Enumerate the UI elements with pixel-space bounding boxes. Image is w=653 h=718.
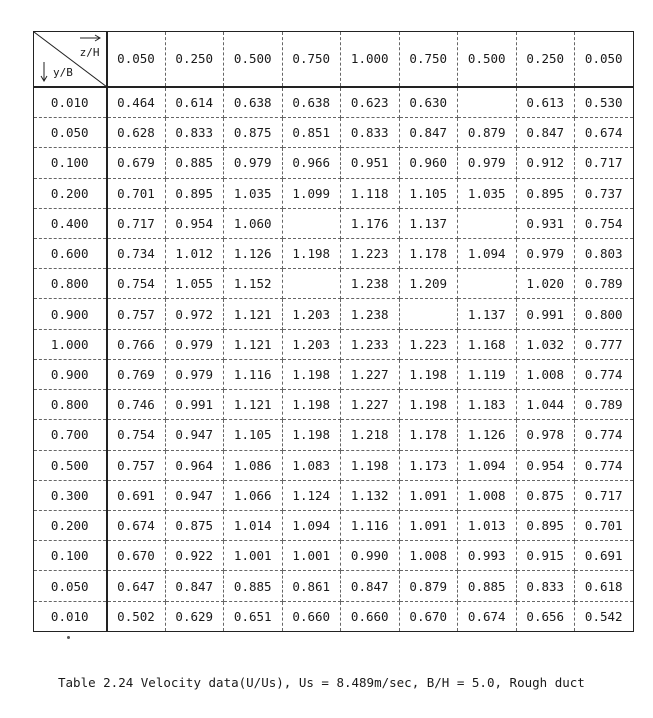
- table-row: [34, 480, 634, 510]
- table-cell: 0.618: [575, 571, 634, 601]
- table-cell: 1.183: [458, 390, 517, 420]
- table-cell: 0.885: [165, 148, 224, 178]
- table-cell: 0.947: [165, 420, 224, 450]
- table-cell: 0.734: [107, 239, 166, 269]
- table-cell: 1.132: [341, 480, 400, 510]
- table-cell: [282, 269, 341, 299]
- table-cell: 1.198: [399, 359, 458, 389]
- row-label: 0.050: [34, 571, 107, 601]
- table-cell: 1.209: [399, 269, 458, 299]
- table-cell: 1.091: [399, 511, 458, 541]
- table-cell: 0.895: [516, 511, 575, 541]
- corner-diagonal: [34, 32, 107, 87]
- row-label: 0.050: [34, 118, 107, 148]
- table-cell: 0.847: [341, 571, 400, 601]
- table-cell: 0.979: [165, 329, 224, 359]
- table-cell: 0.789: [575, 269, 634, 299]
- table-cell: 0.964: [165, 450, 224, 480]
- table-cell: 0.991: [165, 390, 224, 420]
- table-cell: 0.931: [516, 208, 575, 238]
- row-label: 1.000: [34, 329, 107, 359]
- table-cell: 1.173: [399, 450, 458, 480]
- table-cell: 1.044: [516, 390, 575, 420]
- table-cell: 0.766: [107, 329, 166, 359]
- column-header: 0.250: [516, 32, 575, 87]
- table-cell: 0.757: [107, 450, 166, 480]
- table-cell: 0.623: [341, 87, 400, 118]
- table-cell: 0.670: [107, 541, 166, 571]
- table-cell: 1.094: [282, 511, 341, 541]
- table-cell: 0.691: [107, 480, 166, 510]
- row-label: 0.900: [34, 299, 107, 329]
- table-cell: 0.651: [224, 601, 283, 631]
- table-cell: 0.614: [165, 87, 224, 118]
- table-cell: 1.013: [458, 511, 517, 541]
- table-cell: 0.674: [107, 511, 166, 541]
- row-label: 0.300: [34, 480, 107, 510]
- table-cell: 0.674: [458, 601, 517, 631]
- table-cell: 1.203: [282, 299, 341, 329]
- table-cell: 1.137: [399, 208, 458, 238]
- table-cell: 0.701: [575, 511, 634, 541]
- table-cell: 1.066: [224, 480, 283, 510]
- velocity-data-table: [33, 31, 634, 632]
- table-cell: 0.774: [575, 420, 634, 450]
- table-cell: 0.613: [516, 87, 575, 118]
- table-cell: 0.879: [399, 571, 458, 601]
- table-cell: 0.717: [107, 208, 166, 238]
- table-cell: 1.001: [282, 541, 341, 571]
- row-label: 0.800: [34, 269, 107, 299]
- table-cell: 0.951: [341, 148, 400, 178]
- table-cell: 1.198: [341, 450, 400, 480]
- table-cell: 1.121: [224, 329, 283, 359]
- table-cell: 0.542: [575, 601, 634, 631]
- table-cell: 1.020: [516, 269, 575, 299]
- row-label: 0.800: [34, 390, 107, 420]
- table-cell: 1.001: [224, 541, 283, 571]
- table-cell: 0.746: [107, 390, 166, 420]
- table-cell: 0.879: [458, 118, 517, 148]
- table-cell: [282, 208, 341, 238]
- table-body: [34, 87, 634, 632]
- table-cell: 1.203: [282, 329, 341, 359]
- table-cell: 0.978: [516, 420, 575, 450]
- table-cell: 0.875: [224, 118, 283, 148]
- table-row: [34, 601, 634, 631]
- table-cell: 0.737: [575, 178, 634, 208]
- row-label: 0.010: [34, 87, 107, 118]
- table-cell: 0.530: [575, 87, 634, 118]
- table-row: [34, 118, 634, 148]
- table-cell: 0.847: [165, 571, 224, 601]
- table-cell: 1.152: [224, 269, 283, 299]
- table-cell: 1.223: [341, 239, 400, 269]
- table-cell: 0.630: [399, 87, 458, 118]
- row-label: 0.400: [34, 208, 107, 238]
- column-header: 0.500: [458, 32, 517, 87]
- table-cell: 1.238: [341, 269, 400, 299]
- table-cell: 0.972: [165, 299, 224, 329]
- table-cell: 0.660: [282, 601, 341, 631]
- table-row: [34, 420, 634, 450]
- table-cell: 1.227: [341, 359, 400, 389]
- column-header: 0.500: [224, 32, 283, 87]
- table-cell: 0.769: [107, 359, 166, 389]
- table-row: [34, 359, 634, 389]
- table-cell: 1.105: [224, 420, 283, 450]
- table-cell: 0.915: [516, 541, 575, 571]
- table-cell: 0.660: [341, 601, 400, 631]
- table-cell: 1.116: [224, 359, 283, 389]
- table-cell: 0.875: [165, 511, 224, 541]
- table-cell: 0.656: [516, 601, 575, 631]
- table-cell: 0.754: [107, 420, 166, 450]
- table-cell: 1.121: [224, 299, 283, 329]
- row-label: 0.010: [34, 601, 107, 631]
- table-cell: 1.238: [341, 299, 400, 329]
- table-cell: 0.960: [399, 148, 458, 178]
- table-cell: 0.851: [282, 118, 341, 148]
- table-cell: 0.754: [107, 269, 166, 299]
- column-header: 0.250: [165, 32, 224, 87]
- corner-cell: [34, 32, 107, 87]
- table-cell: 0.674: [575, 118, 634, 148]
- table-cell: 1.137: [458, 299, 517, 329]
- table-row: [34, 571, 634, 601]
- table-cell: 1.178: [399, 420, 458, 450]
- table-cell: 0.647: [107, 571, 166, 601]
- row-label: 0.500: [34, 450, 107, 480]
- table-cell: 1.055: [165, 269, 224, 299]
- table-row: [34, 239, 634, 269]
- table-cell: 0.717: [575, 480, 634, 510]
- header-row: [34, 32, 634, 87]
- row-label: 0.700: [34, 420, 107, 450]
- table-cell: 0.912: [516, 148, 575, 178]
- table-cell: [458, 269, 517, 299]
- table-cell: 1.091: [399, 480, 458, 510]
- table-cell: 0.628: [107, 118, 166, 148]
- table-cell: 1.198: [399, 390, 458, 420]
- table-cell: 0.966: [282, 148, 341, 178]
- table-cell: [399, 299, 458, 329]
- table-cell: 1.124: [282, 480, 341, 510]
- table-cell: 0.979: [458, 148, 517, 178]
- table-cell: 0.679: [107, 148, 166, 178]
- table-row: [34, 178, 634, 208]
- table-cell: 0.861: [282, 571, 341, 601]
- table-row: [34, 511, 634, 541]
- row-label: 0.100: [34, 541, 107, 571]
- table-cell: 1.233: [341, 329, 400, 359]
- column-header: 1.000: [341, 32, 400, 87]
- table-row: [34, 450, 634, 480]
- row-label: 0.600: [34, 239, 107, 269]
- table-cell: 0.979: [224, 148, 283, 178]
- table-row: [34, 87, 634, 118]
- table-cell: 0.638: [282, 87, 341, 118]
- table-cell: 0.757: [107, 299, 166, 329]
- column-header: 0.050: [575, 32, 634, 87]
- table-cell: 0.464: [107, 87, 166, 118]
- table-cell: 1.176: [341, 208, 400, 238]
- table-cell: 0.885: [458, 571, 517, 601]
- table-cell: 1.198: [282, 390, 341, 420]
- stray-dot: [67, 636, 70, 639]
- table-cell: 1.012: [165, 239, 224, 269]
- table-cell: 1.086: [224, 450, 283, 480]
- table-cell: 1.008: [516, 359, 575, 389]
- table-cell: 1.198: [282, 359, 341, 389]
- table-cell: 1.168: [458, 329, 517, 359]
- table-cell: 0.833: [341, 118, 400, 148]
- table-cell: 0.629: [165, 601, 224, 631]
- table-cell: 0.979: [516, 239, 575, 269]
- table-cell: 0.947: [165, 480, 224, 510]
- table-cell: 0.670: [399, 601, 458, 631]
- row-label: 0.100: [34, 148, 107, 178]
- table-cell: 1.223: [399, 329, 458, 359]
- table-cell: 1.116: [341, 511, 400, 541]
- table-cell: 1.008: [458, 480, 517, 510]
- table-cell: 1.121: [224, 390, 283, 420]
- table-row: [34, 329, 634, 359]
- table-cell: 1.094: [458, 239, 517, 269]
- y-over-b-label: y/B: [53, 65, 73, 79]
- table-cell: 0.885: [224, 571, 283, 601]
- table-cell: 0.990: [341, 541, 400, 571]
- table-cell: 1.126: [224, 239, 283, 269]
- table-cell: 1.099: [282, 178, 341, 208]
- column-header: 0.050: [107, 32, 166, 87]
- table-cell: 1.218: [341, 420, 400, 450]
- table-cell: 0.777: [575, 329, 634, 359]
- row-label: 0.200: [34, 178, 107, 208]
- table-cell: 0.833: [165, 118, 224, 148]
- table-cell: [458, 208, 517, 238]
- table-cell: 1.008: [399, 541, 458, 571]
- table-cell: 0.895: [165, 178, 224, 208]
- table-cell: 1.083: [282, 450, 341, 480]
- table-cell: 0.803: [575, 239, 634, 269]
- table-cell: 1.014: [224, 511, 283, 541]
- row-label: 0.200: [34, 511, 107, 541]
- table-cell: 0.895: [516, 178, 575, 208]
- table-cell: 0.789: [575, 390, 634, 420]
- table-cell: 0.638: [224, 87, 283, 118]
- table-cell: 0.991: [516, 299, 575, 329]
- table-cell: 1.126: [458, 420, 517, 450]
- table-cell: 1.094: [458, 450, 517, 480]
- table-cell: 0.993: [458, 541, 517, 571]
- table-row: [34, 541, 634, 571]
- table-cell: 0.833: [516, 571, 575, 601]
- table-row: [34, 208, 634, 238]
- table-cell: 0.875: [516, 480, 575, 510]
- table-cell: 0.754: [575, 208, 634, 238]
- table-cell: 0.954: [165, 208, 224, 238]
- table-row: [34, 299, 634, 329]
- table-cell: 1.198: [282, 239, 341, 269]
- table-cell: 1.032: [516, 329, 575, 359]
- table-cell: 0.847: [399, 118, 458, 148]
- table-row: [34, 148, 634, 178]
- table-row: [34, 269, 634, 299]
- table-cell: 0.502: [107, 601, 166, 631]
- table-cell: 1.035: [224, 178, 283, 208]
- table-row: [34, 390, 634, 420]
- table-cell: [458, 87, 517, 118]
- table-cell: 1.227: [341, 390, 400, 420]
- row-label: 0.900: [34, 359, 107, 389]
- table-cell: 1.035: [458, 178, 517, 208]
- table-cell: 0.691: [575, 541, 634, 571]
- column-header: 0.750: [282, 32, 341, 87]
- z-over-h-label: z/H: [79, 46, 100, 59]
- table-cell: 0.774: [575, 450, 634, 480]
- table-cell: 1.178: [399, 239, 458, 269]
- table-cell: 1.119: [458, 359, 517, 389]
- table-cell: 0.847: [516, 118, 575, 148]
- column-header: 0.750: [399, 32, 458, 87]
- table-cell: 0.774: [575, 359, 634, 389]
- table-cell: 1.105: [399, 178, 458, 208]
- table-cell: 0.979: [165, 359, 224, 389]
- table-cell: 0.717: [575, 148, 634, 178]
- table-cell: 0.954: [516, 450, 575, 480]
- table-cell: 0.800: [575, 299, 634, 329]
- table-cell: 0.922: [165, 541, 224, 571]
- table-caption: Table 2.24 Velocity data(U/Us), Us = 8.489m/sec, B/H = 5.0, Rough duct: [58, 675, 585, 690]
- table-cell: 1.198: [282, 420, 341, 450]
- table-cell: 0.701: [107, 178, 166, 208]
- table-cell: 1.060: [224, 208, 283, 238]
- table-cell: 1.118: [341, 178, 400, 208]
